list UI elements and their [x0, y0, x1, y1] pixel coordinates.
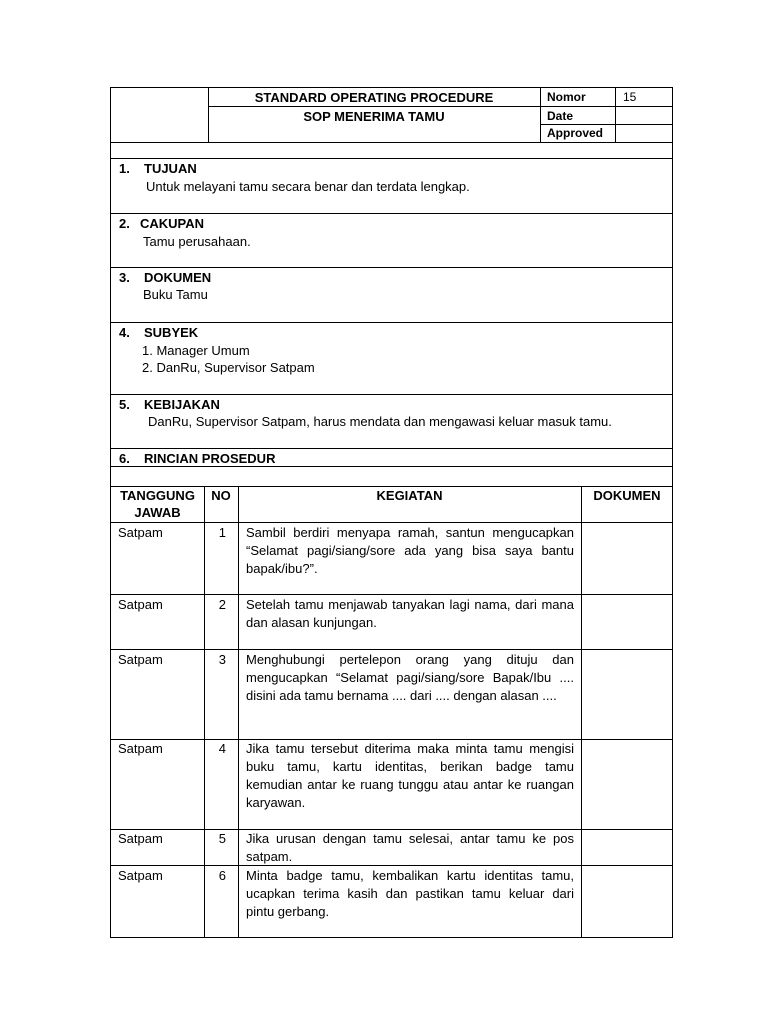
divider: [111, 142, 673, 143]
tujuan-body: Untuk melayani tamu secara benar dan terdata lengkap.: [146, 179, 470, 194]
divider: [111, 322, 673, 323]
row-pic: Satpam: [118, 597, 163, 612]
row-kegiatan: Setelah tamu menjawab tanyakan lagi nama, dari mana dan alasan kunjungan.: [246, 597, 574, 630]
row-no: 4: [218, 741, 226, 756]
divider: [111, 267, 673, 268]
nomor-value: 15: [623, 90, 637, 104]
row-no: 3: [218, 652, 226, 667]
divider: [111, 158, 673, 159]
row-kegiatan: Jika tamu tersebut diterima maka minta tamu mengisi buku tamu, kartu identitas, berikan badge tamu kemudian antar ke ruang tunggu atau antar ke ruangan karyawan.: [246, 741, 574, 810]
row-pic: Satpam: [118, 652, 163, 667]
approved-label: Approved: [547, 126, 604, 140]
subyek-title: SUBYEK: [144, 325, 199, 340]
row-kegiatan: Jika urusan dengan tamu selesai, antar tamu ke pos satpam.: [246, 831, 574, 864]
row-no: 6: [218, 868, 226, 883]
subyek-number: 4.: [119, 325, 130, 340]
header-divider: [615, 88, 616, 142]
divider: [111, 448, 673, 449]
sop-subtitle: SOP MENERIMA TAMU: [303, 109, 445, 124]
table-col-divider: [238, 486, 239, 938]
row-kegiatan: Menghubungi pertelepon orang yang dituju dan mengucapkan “Selamat pagi/siang/sore Bapak/Ibu .... disini ada tamu bernama .... dari .... dengan alasan ....: [246, 652, 574, 703]
table-row-divider: [111, 594, 673, 595]
header-kegiatan: KEGIATAN: [376, 488, 443, 503]
cakupan-body: Tamu perusahaan.: [143, 234, 251, 249]
header-no: NO: [211, 488, 231, 503]
row-no: 5: [218, 831, 226, 846]
header-tanggung-jawab: TANGGUNG: [120, 488, 195, 503]
sop-document: [110, 87, 673, 938]
dokumen-body: Buku Tamu: [143, 287, 208, 302]
cakupan-number: 2.: [119, 216, 130, 231]
row-pic: Satpam: [118, 831, 163, 846]
kebijakan-number: 5.: [119, 397, 130, 412]
rincian-number: 6.: [119, 451, 130, 466]
rincian-title: RINCIAN PROSEDUR: [144, 451, 276, 466]
table-col-divider: [581, 486, 582, 938]
table-row-divider: [111, 865, 673, 866]
tujuan-title: TUJUAN: [144, 161, 197, 176]
row-pic: Satpam: [118, 741, 163, 756]
kebijakan-body: DanRu, Supervisor Satpam, harus mendata dan mengawasi keluar masuk tamu.: [148, 414, 612, 429]
dokumen-title: DOKUMEN: [144, 270, 212, 285]
kebijakan-title: KEBIJAKAN: [144, 397, 220, 412]
date-label: Date: [547, 109, 574, 123]
header-tanggung-jawab: JAWAB: [134, 505, 181, 520]
header-dokumen: DOKUMEN: [593, 488, 661, 503]
row-kegiatan: Minta badge tamu, kembalikan kartu identitas tamu, ucapkan terima kasih dan pastikan tamu keluar dari pintu gerbang.: [246, 868, 574, 919]
divider: [111, 394, 673, 395]
table-row-divider: [111, 649, 673, 650]
divider: [111, 213, 673, 214]
row-no: 1: [218, 525, 226, 540]
tujuan-number: 1.: [119, 161, 130, 176]
divider: [111, 466, 673, 467]
row-pic: Satpam: [118, 868, 163, 883]
subyek-item: 1. Manager Umum: [142, 343, 250, 358]
subyek-item: 2. DanRu, Supervisor Satpam: [142, 360, 315, 375]
dokumen-number: 3.: [119, 270, 130, 285]
header-divider: [540, 88, 541, 142]
row-kegiatan: Sambil berdiri menyapa ramah, santun mengucapkan “Selamat pagi/siang/sore ada yang bisa saya bantu bapak/ibu?”.: [246, 525, 574, 576]
row-pic: Satpam: [118, 525, 163, 540]
nomor-label: Nomor: [547, 90, 586, 104]
cakupan-title: CAKUPAN: [140, 216, 205, 231]
row-no: 2: [218, 597, 226, 612]
sop-title: STANDARD OPERATING PROCEDURE: [254, 90, 494, 105]
table-row-divider: [111, 522, 673, 523]
